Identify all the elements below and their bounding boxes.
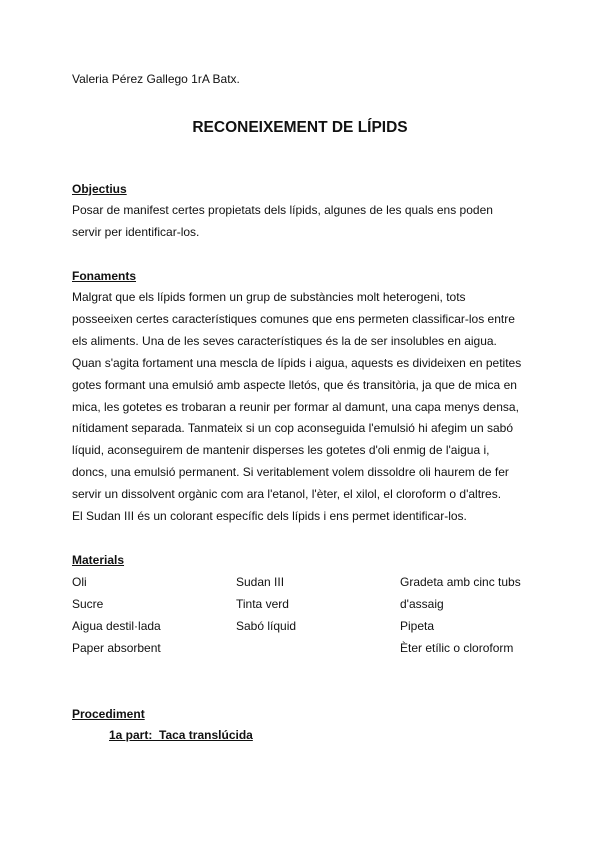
paragraph-line: posseeixen certes característiques comunes que ens permeten classificar-los entre [72, 311, 515, 326]
paragraph-line: gotes formant una emulsió amb aspecte lletós, que és transitòria, ja que de mica en [72, 377, 517, 392]
author-line: Valeria Pérez Gallego 1rA Batx. [72, 72, 240, 86]
paragraph-line: Quan s'agita fortament una mescla de lípids i aigua, aquests es divideixen en petites [72, 355, 522, 370]
paragraph-line: doncs, una emulsió permanent. Si veritablement volem dissoldre oli haurem de fer [72, 465, 509, 480]
materials-column-2 [236, 572, 296, 638]
material-item: Pipeta [400, 618, 435, 633]
paragraph-line: El Sudan III és un colorant específic dels lípids i ens permet identificar-los. [72, 509, 467, 524]
materials-column-1 [72, 572, 161, 660]
paragraph-line: nítidament separada. Tanmateix si un cop aconseguida l'emulsió hi afegim un sabó [72, 421, 514, 436]
paragraph-line: els aliments. Una de les seves característiques és la de ser insolubles en aigua. [72, 333, 497, 348]
materials-column-3 [400, 572, 521, 660]
paragraph-line: servir per identificar-los. [72, 224, 200, 239]
paragraph-line: servir un dissolvent orgànic com ara l'etanol, l'èter, el xilol, el cloroform o d'altres. [72, 487, 502, 502]
material-item: Èter etílic o cloroform [400, 640, 514, 655]
fonaments-paragraph [72, 287, 532, 528]
objectius-paragraph [72, 200, 532, 244]
material-item: d'assaig [400, 596, 444, 611]
part-1-title: 1a part: Taca translúcida [109, 728, 253, 742]
paragraph-line: Malgrat que els lípids formen un grup de substàncies molt heterogeni, tots [72, 290, 466, 304]
paragraph-line: Posar de manifest certes propietats dels lípids, algunes de les quals ens poden [72, 203, 493, 217]
document-title: RECONEIXEMENT DE LÍPIDS [192, 119, 408, 136]
material-item: Oli [72, 575, 87, 589]
procediment-heading: Procediment [72, 707, 145, 721]
material-item: Gradeta amb cinc tubs [400, 575, 521, 589]
paragraph-line: mica, les gotetes es trobaran a reunir per formar al damunt, una capa menys densa, [72, 399, 519, 414]
material-item: Sucre [72, 596, 104, 611]
fonaments-heading: Fonaments [72, 269, 137, 283]
material-item: Sabó líquid [236, 618, 297, 633]
objectius-heading: Objectius [72, 182, 127, 196]
material-item: Tinta verd [236, 596, 289, 611]
material-item: Sudan III [236, 575, 285, 589]
procediment-part-1-heading [72, 727, 253, 743]
materials-heading: Materials [72, 553, 125, 567]
material-item: Aigua destil·lada [72, 618, 161, 633]
paragraph-line: líquid, aconseguirem de mantenir disperses les gotetes d'oli enmig de l'aigua i, [72, 443, 490, 458]
material-item: Paper absorbent [72, 640, 161, 655]
